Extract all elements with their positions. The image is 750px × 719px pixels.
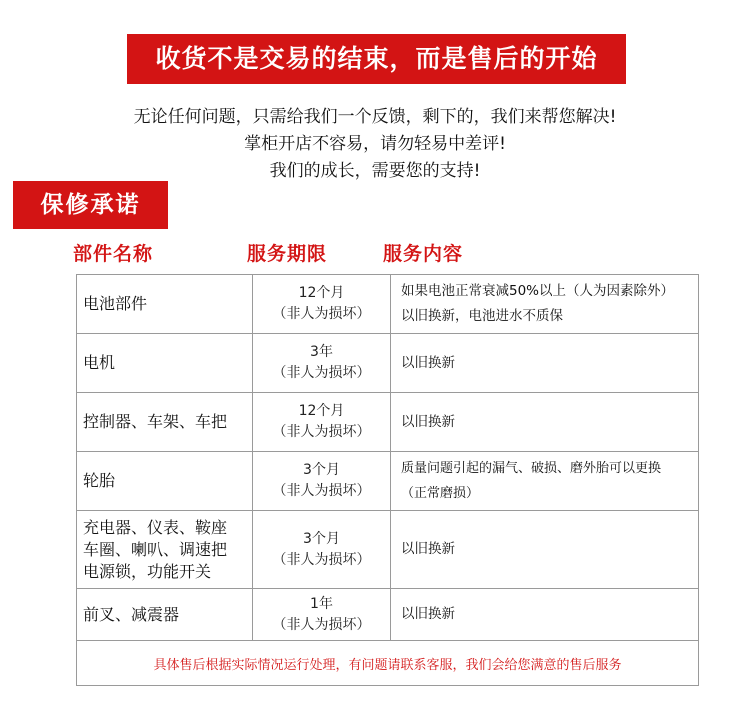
part-name: 电源锁，功能开关 xyxy=(83,561,212,581)
content-line: 以旧换新 xyxy=(401,606,455,622)
table-footer-row xyxy=(77,641,699,686)
headline-banner: 收货不是交易的结束，而是售后的开始 xyxy=(127,34,626,84)
table-row xyxy=(77,275,699,334)
period-note: （非人为损坏） xyxy=(272,616,371,633)
content-line: （正常磨损） xyxy=(401,486,480,501)
period-value: 3年 xyxy=(310,344,333,360)
period-value: 1年 xyxy=(310,595,333,612)
content-cell xyxy=(391,511,699,589)
table-row xyxy=(77,452,699,511)
column-header-part: 部件名称 xyxy=(73,243,154,265)
table-row xyxy=(77,334,699,393)
part-name: 电池部件 xyxy=(83,294,148,313)
period-cell xyxy=(253,275,391,334)
period-note: （非人为损坏） xyxy=(272,306,371,322)
warranty-section-title: 保修承诺 xyxy=(13,181,168,229)
period-value: 3个月 xyxy=(303,530,340,547)
period-value: 3个月 xyxy=(303,462,340,478)
period-cell xyxy=(253,334,391,393)
content-cell xyxy=(391,275,699,334)
part-name: 电机 xyxy=(83,353,116,372)
content-line: 以旧换新 xyxy=(401,354,455,371)
intro-line-1: 无论任何问题，只需给我们一个反馈，剩下的，我们来帮您解决! xyxy=(133,107,617,127)
period-value: 12个月 xyxy=(298,403,345,419)
intro-line-3: 我们的成长，需要您的支持! xyxy=(269,161,481,181)
period-cell xyxy=(253,511,391,589)
part-name: 控制器、车架、车把 xyxy=(83,412,228,431)
table-row xyxy=(77,393,699,452)
column-header-content: 服务内容 xyxy=(383,243,464,265)
part-name: 车圈、喇叭、调速把 xyxy=(83,539,228,559)
part-name: 充电器、仪表、鞍座 xyxy=(83,517,228,537)
warranty-table xyxy=(76,274,699,686)
part-cell xyxy=(77,452,253,511)
period-value: 12个月 xyxy=(298,285,345,301)
part-cell xyxy=(77,589,253,641)
period-cell xyxy=(253,452,391,511)
part-cell xyxy=(77,393,253,452)
content-line: 以旧换新 xyxy=(401,413,455,430)
intro-line-2: 掌柜开店不容易，请勿轻易中差评! xyxy=(244,134,506,154)
table-row xyxy=(77,589,699,641)
content-line: 如果电池正常衰减50%以上（人为因素除外） xyxy=(401,283,675,299)
part-name: 轮胎 xyxy=(83,471,116,490)
period-note: （非人为损坏） xyxy=(272,551,371,568)
period-cell xyxy=(253,589,391,641)
part-cell xyxy=(77,334,253,393)
table-row xyxy=(77,511,699,589)
part-cell xyxy=(77,511,253,589)
content-cell xyxy=(391,452,699,511)
content-cell xyxy=(391,393,699,452)
part-name: 前叉、减震器 xyxy=(83,604,180,624)
footer-note: 具体售后根据实际情况运行处理，有问题请联系客服，我们会给您满意的售后服务 xyxy=(77,641,699,686)
period-note: （非人为损坏） xyxy=(272,483,371,499)
content-cell xyxy=(391,334,699,393)
content-cell xyxy=(391,589,699,641)
column-header-period: 服务期限 xyxy=(247,243,328,265)
period-cell xyxy=(253,393,391,452)
content-line: 质量问题引起的漏气、破损、磨外胎可以更换 xyxy=(401,461,662,476)
period-note: （非人为损坏） xyxy=(272,424,371,440)
content-line: 以旧换新，电池进水不质保 xyxy=(401,308,563,324)
content-line: 以旧换新 xyxy=(401,541,455,557)
period-note: （非人为损坏） xyxy=(272,365,371,381)
part-cell xyxy=(77,275,253,334)
